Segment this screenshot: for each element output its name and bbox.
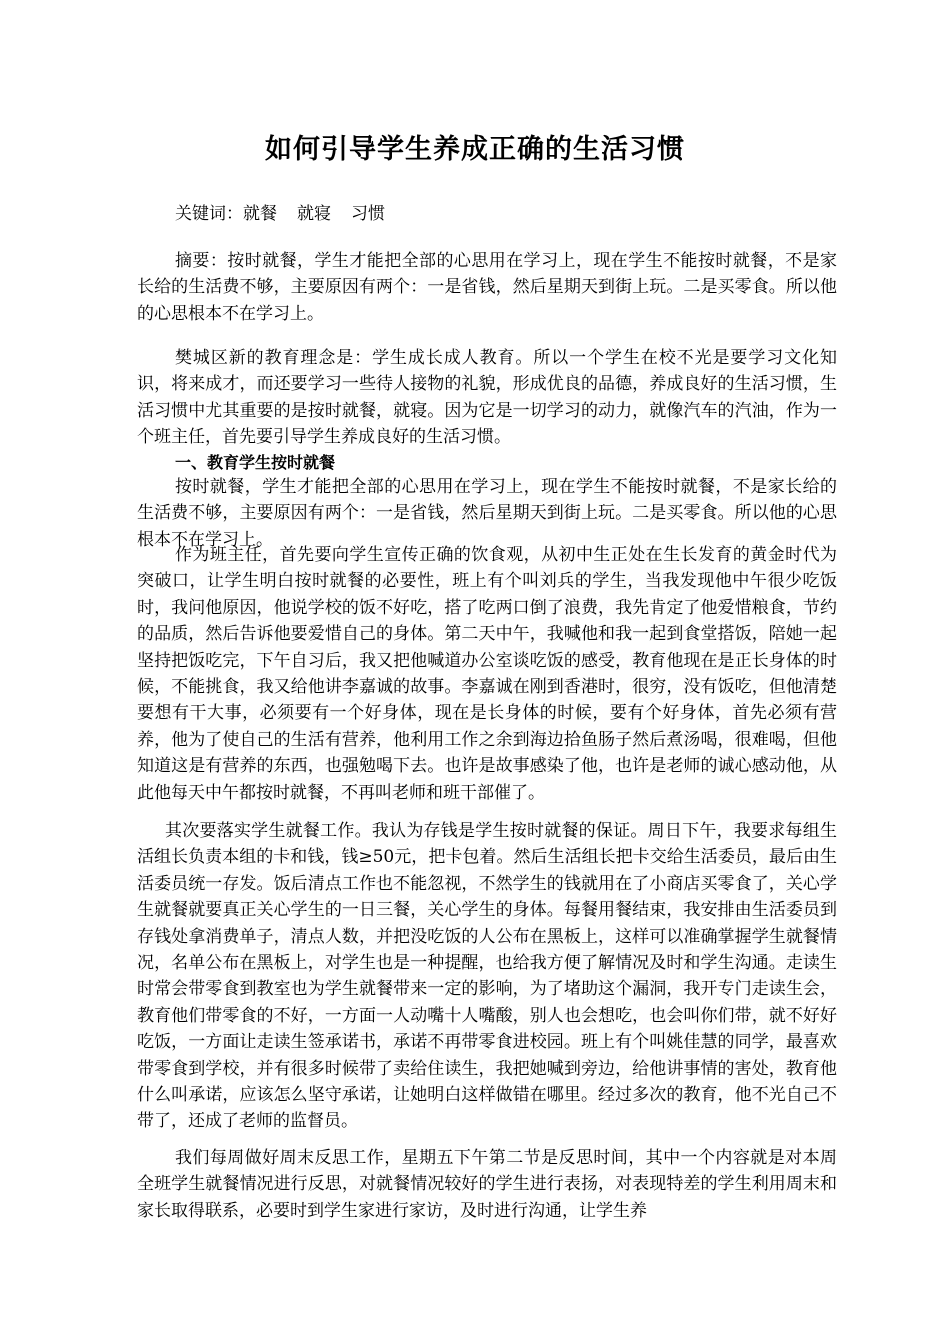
document-title: 如何引导学生养成正确的生活习惯 bbox=[265, 134, 685, 165]
keywords-label: 关键词： bbox=[175, 204, 243, 224]
keywords-line bbox=[137, 201, 837, 227]
keyword-item: 就寝 bbox=[297, 204, 331, 224]
section-heading bbox=[137, 450, 837, 476]
keyword-item: 习惯 bbox=[351, 204, 385, 224]
body-paragraph: 其次要落实学生就餐工作。我认为存钱是学生按时就餐的保证。周日下午，我要求每组生活组长负责本组的卡和钱，钱≥50元，把卡包着。然后生活组长把卡交给生活委员，最后由生活委员统一存发。饭后清点工作也不能忽视，不然学生的钱就用在了小商店买零食了，关心学生就餐就要真正关心学生的一日三餐，关心学生的身体。每餐用餐结束，我安排由生活委员到存钱处拿消费单子，清点人数，并把没吃饭的人公布在黑板上，这样可以准确掌握学生就餐情况，名单公布在黑板上，对学生也是一种提醒，也给我方便了解情况及时和学生沟通。走读生时常会带零食到教室也为学生就餐带来一定的影响，为了堵助这个漏洞，我开专门走读生会，教育他们带零食的不好，一方面一人动嘴十人嘴酸，别人也会想吃，也会叫你们带，就不好好吃饭，一方面让走读生签承诺书，承诺不再带零食进校园。班上有个叫姚佳慧的同学，最喜欢带零食到学校，并有很多时候带了卖给住读生，我把她喊到旁边，给他讲事情的害处，教育他什么叫承诺，应该怎么坚守承诺，让她明白这样做错在哪里。经过多次的教育，他不光自己不带了，还成了老师的监督员。 bbox=[137, 821, 837, 1132]
intro-paragraph: 樊城区新的教育理念是：学生成长成人教育。所以一个学生在校不光是要学习文化知识，将来成才，而还要学习一些待人接物的礼貌，形成优良的品德，养成良好的生活习惯，生活习惯中尤其重要的是按时就餐，就寝。因为它是一切学习的动力，就像汽车的汽油，作为一个班主任，首先要引导学生养成良好的生活习惯。 bbox=[137, 348, 837, 448]
body-paragraph: 我们每周做好周末反思工作，星期五下午第二节是反思时间，其中一个内容就是对本周全班学生就餐情况进行反思，对就餐情况较好的学生进行表扬，对表现特差的学生利用周末和家长取得联系，必要时到学生家进行家访，及时进行沟通，让学生养 bbox=[137, 1148, 837, 1221]
abstract-paragraph: 摘要：按时就餐，学生才能把全部的心思用在学习上，现在学生不能按时就餐，不是家长给的生活费不够，主要原因有两个：一是省钱，然后星期天到街上玩。二是买零食。所以他的心思根本不在学习上。 bbox=[137, 251, 837, 324]
keyword-item: 就餐 bbox=[243, 204, 277, 224]
section-heading-text: 一、教育学生按时就餐 bbox=[175, 453, 336, 472]
body-paragraph: 按时就餐，学生才能把全部的心思用在学习上，现在学生不能按时就餐，不是家长给的生活费不够，主要原因有两个：一是省钱，然后星期天到街上玩。二是买零食。所以他的心思根本不在学习上。 bbox=[137, 477, 837, 550]
body-paragraph: 作为班主任，首先要向学生宣传正确的饮食观，从初中生正处在生长发育的黄金时代为突破口，让学生明白按时就餐的必要性，班上有个叫刘兵的学生，当我发现他中午很少吃饭时，我问他原因，他说学校的饭不好吃，搭了吃两口倒了浪费，我先肯定了他爱惜粮食，节约的品质，然后告诉他要爱惜自己的身体。第二天中午，我喊他和我一起到食堂搭饭，陪她一起坚持把饭吃完，下午自习后，我又把他喊道办公室谈吃饭的感受，教育他现在是正长身体的时候，不能挑食，我又给他讲李嘉诚的故事。李嘉诚在刚到香港时，很穷，没有饭吃，但他清楚要想有干大事，必须要有一个好身体，现在是长身体的时候，要有个好身体，首先必须有营养，他为了使自己的生活有营养，他利用工作之余到海边拾鱼肠子然后煮汤喝，很难喝，但他知道这是有营养的东西，也强勉喝下去。也许是故事感染了他，也许是老师的诚心感动他，从此他每天中午都按时就餐，不再叫老师和班干部催了。 bbox=[137, 545, 837, 803]
